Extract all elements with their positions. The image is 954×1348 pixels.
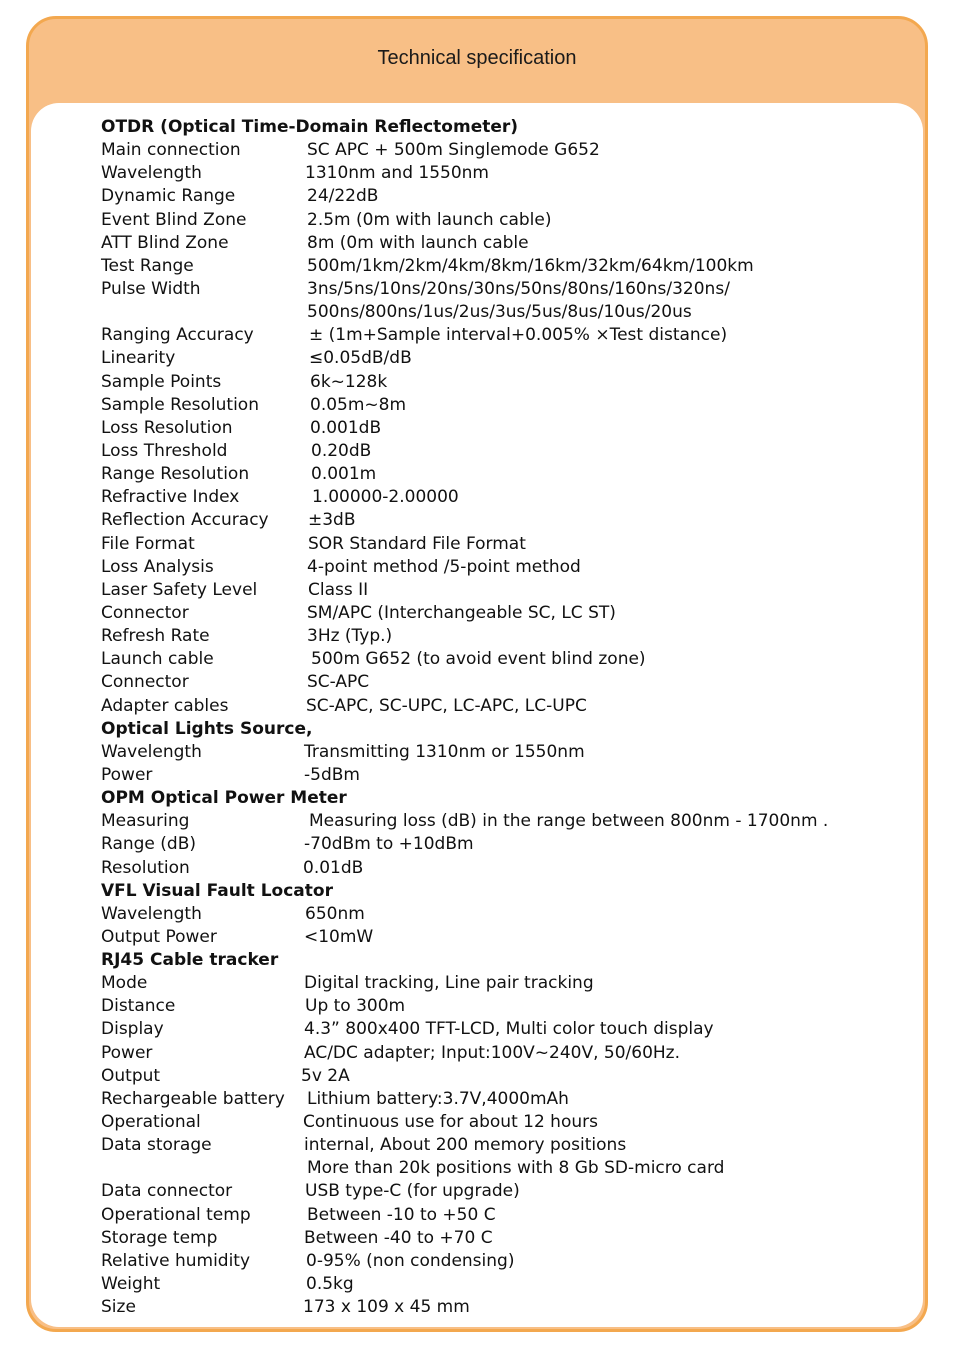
spec-label: Wavelength xyxy=(101,163,202,184)
spec-value: 0.01dB xyxy=(303,857,364,878)
spec-label: Connector xyxy=(101,602,189,623)
spec-label: Distance xyxy=(101,996,176,1017)
spec-value: SOR Standard File Format xyxy=(308,533,526,554)
spec-value: <10mW xyxy=(304,926,374,947)
spec-row xyxy=(101,209,901,232)
spec-row xyxy=(101,1273,901,1296)
spec-value: Transmitting 1310nm or 1550nm xyxy=(304,741,585,762)
spec-row xyxy=(101,1111,901,1134)
spec-row xyxy=(101,417,901,440)
spec-row xyxy=(101,371,901,394)
section-heading-label: OPM Optical Power Meter xyxy=(101,788,347,809)
spec-value: SM/APC (Interchangeable SC, LC ST) xyxy=(307,602,616,623)
spec-label: Power xyxy=(101,764,153,785)
spec-value: Between -10 to +50 C xyxy=(307,1204,496,1225)
spec-value: More than 20k positions with 8 Gb SD-micro card xyxy=(307,1158,725,1179)
spec-value: Lithium battery:3.7V,4000mAh xyxy=(307,1088,569,1109)
spec-value: Measuring loss (dB) in the range between 800nm - 1700nm . xyxy=(309,811,829,832)
spec-row xyxy=(101,463,901,486)
spec-label: Storage temp xyxy=(101,1227,218,1248)
spec-label: Test Range xyxy=(101,255,194,276)
spec-value: Continuous use for about 12 hours xyxy=(303,1112,598,1133)
spec-list xyxy=(101,116,901,1319)
spec-label: Linearity xyxy=(101,348,176,369)
spec-row xyxy=(101,1088,901,1111)
spec-value: 0.05m~8m xyxy=(310,394,407,415)
spec-row xyxy=(101,533,901,556)
spec-row xyxy=(101,764,901,787)
spec-row xyxy=(101,278,901,301)
spec-row xyxy=(101,301,901,324)
spec-row xyxy=(101,324,901,347)
spec-row xyxy=(101,671,901,694)
spec-row xyxy=(101,1204,901,1227)
spec-row xyxy=(101,1227,901,1250)
spec-label: Loss Resolution xyxy=(101,417,233,438)
spec-row xyxy=(101,1018,901,1041)
spec-value: internal, About 200 memory positions xyxy=(304,1135,627,1156)
spec-label: Size xyxy=(101,1297,136,1318)
spec-label: Operational xyxy=(101,1112,201,1133)
spec-value: AC/DC adapter; Input:100V~240V, 50/60Hz. xyxy=(304,1042,681,1063)
section-heading-label: OTDR (Optical Time-Domain Reflectometer) xyxy=(101,117,519,137)
spec-value: 173 x 109 x 45 mm xyxy=(303,1297,470,1318)
spec-value: 0.001dB xyxy=(310,417,382,438)
spec-row xyxy=(101,1157,901,1180)
spec-row xyxy=(101,926,901,949)
spec-row xyxy=(101,602,901,625)
spec-label: Event Blind Zone xyxy=(101,209,247,230)
spec-value: 4.3” 800x400 TFT-LCD, Multi color touch display xyxy=(304,1019,714,1040)
spec-value: 650nm xyxy=(305,903,365,924)
spec-row xyxy=(101,486,901,509)
section-heading xyxy=(101,116,901,139)
spec-label: Display xyxy=(101,1019,164,1040)
spec-row xyxy=(101,741,901,764)
spec-row xyxy=(101,255,901,278)
spec-label: Measuring xyxy=(101,811,190,832)
spec-value: SC-APC, SC-UPC, LC-APC, LC-UPC xyxy=(306,695,587,716)
spec-row xyxy=(101,579,901,602)
spec-row xyxy=(101,185,901,208)
spec-row xyxy=(101,695,901,718)
section-heading xyxy=(101,949,901,972)
spec-value: 4-point method /5-point method xyxy=(307,556,581,577)
spec-label: Connector xyxy=(101,672,189,693)
spec-label: Resolution xyxy=(101,857,190,878)
spec-row xyxy=(101,857,901,880)
spec-value: 6k~128k xyxy=(310,371,388,392)
spec-value: 5v 2A xyxy=(301,1065,350,1086)
section-heading-label: RJ45 Cable tracker xyxy=(101,950,279,971)
spec-value: 3ns/5ns/10ns/20ns/30ns/50ns/80ns/160ns/320ns/ xyxy=(307,278,730,299)
spec-value: SC-APC xyxy=(307,672,370,693)
spec-value: -70dBm to +10dBm xyxy=(304,834,474,855)
spec-row xyxy=(101,1180,901,1203)
spec-row xyxy=(101,810,901,833)
spec-value: -5dBm xyxy=(304,764,360,785)
spec-label: Range Resolution xyxy=(101,464,250,485)
spec-row xyxy=(101,1134,901,1157)
section-heading-label: VFL Visual Fault Locator xyxy=(101,880,333,901)
spec-row xyxy=(101,440,901,463)
spec-row xyxy=(101,232,901,255)
spec-label: Output xyxy=(101,1065,161,1086)
spec-value: 2.5m (0m with launch cable) xyxy=(307,209,552,230)
spec-value: 500ns/800ns/1us/2us/3us/5us/8us/10us/20us xyxy=(307,302,692,323)
spec-label: Power xyxy=(101,1042,153,1063)
spec-label: Loss Analysis xyxy=(101,556,214,577)
section-heading xyxy=(101,787,901,810)
spec-row xyxy=(101,509,901,532)
spec-label: Ranging Accuracy xyxy=(101,325,254,346)
spec-label: Data connector xyxy=(101,1181,233,1202)
section-heading xyxy=(101,880,901,903)
spec-label: Operational temp xyxy=(101,1204,251,1225)
spec-label: Laser Safety Level xyxy=(101,579,258,600)
spec-row xyxy=(101,394,901,417)
spec-value: 3Hz (Typ.) xyxy=(307,626,393,647)
spec-row xyxy=(101,556,901,579)
spec-value: 0.5kg xyxy=(306,1274,354,1295)
spec-value: ≤0.05dB/dB xyxy=(309,348,412,369)
spec-value: ±3dB xyxy=(308,510,356,531)
spec-label: Range (dB) xyxy=(101,834,197,855)
spec-row xyxy=(101,972,901,995)
spec-row xyxy=(101,162,901,185)
spec-label: Adapter cables xyxy=(101,695,229,716)
spec-label: Dynamic Range xyxy=(101,186,236,207)
spec-label: Sample Points xyxy=(101,371,222,392)
spec-row xyxy=(101,833,901,856)
spec-value: 500m/1km/2km/4km/8km/16km/32km/64km/100km xyxy=(307,255,754,276)
spec-row xyxy=(101,347,901,370)
spec-value: Between -40 to +70 C xyxy=(304,1227,493,1248)
spec-label: Launch cable xyxy=(101,649,214,670)
spec-value: SC APC + 500m Singlemode G652 xyxy=(307,140,600,161)
spec-label: Pulse Width xyxy=(101,278,201,299)
spec-value: 8m (0m with launch cable xyxy=(307,232,529,253)
spec-value: 24/22dB xyxy=(307,186,379,207)
spec-label: Refractive Index xyxy=(101,487,240,508)
page-title: Technical specification xyxy=(377,47,577,69)
spec-label: Wavelength xyxy=(101,903,202,924)
section-heading xyxy=(101,718,901,741)
spec-row xyxy=(101,1296,901,1319)
spec-label: File Format xyxy=(101,533,195,554)
spec-value: 0-95% (non condensing) xyxy=(306,1250,515,1271)
spec-row xyxy=(101,995,901,1018)
spec-value: Digital tracking, Line pair tracking xyxy=(304,973,594,994)
spec-label: Wavelength xyxy=(101,741,202,762)
spec-value: Up to 300m xyxy=(305,996,406,1017)
spec-value: 1.00000-2.00000 xyxy=(312,487,459,508)
spec-value: ± (1m+Sample interval+0.005% ×Test distance) xyxy=(309,325,728,346)
spec-label: Main connection xyxy=(101,140,241,161)
spec-row xyxy=(101,903,901,926)
spec-row xyxy=(101,1250,901,1273)
spec-row xyxy=(101,648,901,671)
spec-value: 500m G652 (to avoid event blind zone) xyxy=(311,649,646,670)
spec-label: Mode xyxy=(101,973,148,994)
spec-label: ATT Blind Zone xyxy=(101,232,229,253)
spec-row xyxy=(101,625,901,648)
spec-label: Sample Resolution xyxy=(101,394,259,415)
spec-label: Relative humidity xyxy=(101,1250,251,1271)
spec-label: Rechargeable battery xyxy=(101,1088,285,1109)
spec-row xyxy=(101,1065,901,1088)
spec-label: Output Power xyxy=(101,926,217,947)
spec-label: Reflection Accuracy xyxy=(101,510,269,531)
spec-value: 1310nm and 1550nm xyxy=(305,163,489,184)
spec-value: USB type-C (for upgrade) xyxy=(305,1181,520,1202)
spec-label: Loss Threshold xyxy=(101,440,228,461)
spec-value: Class II xyxy=(308,579,369,600)
spec-label: Data storage xyxy=(101,1135,212,1156)
spec-value: 0.20dB xyxy=(311,440,372,461)
spec-value: 0.001m xyxy=(311,464,377,485)
spec-label: Weight xyxy=(101,1274,161,1295)
spec-row xyxy=(101,139,901,162)
spec-label: Refresh Rate xyxy=(101,626,210,647)
spec-row xyxy=(101,1042,901,1065)
section-heading-label: Optical Lights Source, xyxy=(101,718,313,739)
